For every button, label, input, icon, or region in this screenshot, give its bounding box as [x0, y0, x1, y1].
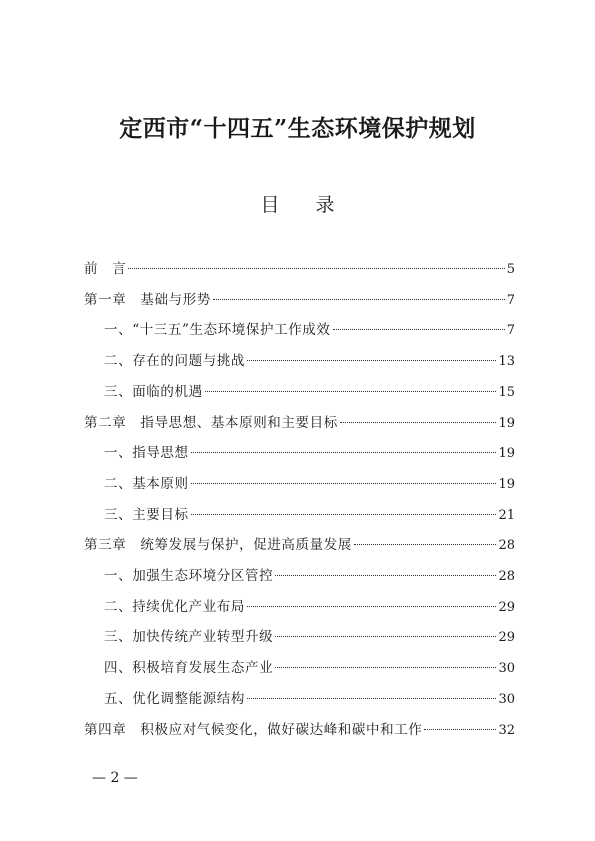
toc-entry[interactable] [84, 259, 515, 279]
toc-entry-page: 30 [498, 691, 515, 707]
toc-entry-page: 28 [498, 569, 515, 584]
toc-entry-page: 21 [498, 507, 515, 523]
toc-entry[interactable] [104, 443, 515, 463]
toc-entry[interactable] [104, 505, 515, 525]
toc-entry[interactable] [104, 351, 515, 371]
page-number: — 2 — [92, 770, 138, 786]
toc-entry-page: 28 [498, 538, 515, 554]
document-title: 定西市“十四五”生态环境保护规划 [119, 115, 476, 142]
toc-entry-label: 一、“十三五”生态环境保护工作成效 [104, 322, 331, 339]
toc-entry-label: 二、持续优化产业布局 [104, 598, 245, 615]
toc-leader-dots [333, 329, 505, 330]
toc-entry-label: 四、积极培育发展生态产业 [104, 660, 274, 677]
toc-entry-label: 一、加强生态环境分区管控 [104, 568, 274, 584]
toc-leader-dots [275, 667, 496, 668]
toc-entry[interactable] [84, 535, 515, 555]
toc-leader-dots [424, 729, 496, 730]
toc-heading-left: 目 [260, 194, 280, 216]
toc-leader-dots [247, 698, 496, 699]
toc-entry-label: 一、指导思想 [104, 445, 189, 462]
toc-leader-dots [213, 299, 505, 300]
toc-entry-page: 29 [498, 599, 515, 615]
toc-leader-dots [191, 514, 497, 515]
toc-entry-label: 第二章 指导思想、基本原则和主要目标 [84, 414, 338, 431]
toc-entry-label: 三、加快传统产业转型升级 [104, 629, 274, 646]
toc-entry-page: 15 [498, 384, 515, 400]
toc-entry-page: 19 [498, 415, 515, 431]
toc-entry-label: 三、主要目标 [104, 506, 189, 523]
toc-entry[interactable] [104, 597, 515, 617]
toc-entry-page: 32 [498, 722, 515, 738]
toc-entry[interactable] [84, 290, 515, 310]
toc-entry-label: 前 言 [84, 261, 127, 277]
toc-entry[interactable] [104, 658, 515, 678]
toc-entry[interactable] [104, 566, 515, 586]
toc-leader-dots [354, 544, 497, 545]
toc-entry[interactable] [104, 320, 515, 340]
toc-entry-label: 第一章 基础与形势 [84, 291, 211, 308]
toc-entry[interactable] [84, 413, 515, 433]
toc-entry-label: 五、优化调整能源结构 [104, 690, 245, 707]
toc-leader-dots [128, 268, 504, 269]
toc-leader-dots [247, 606, 496, 607]
toc-entry-page: 29 [498, 630, 515, 646]
toc-entry-label: 三、面临的机遇 [104, 383, 203, 400]
toc-entry[interactable] [104, 627, 515, 647]
toc-entry-label: 第三章 统筹发展与保护，促进高质量发展 [84, 537, 352, 554]
toc-entry-label: 二、基本原则 [104, 475, 189, 492]
toc-entry-page: 7 [506, 323, 515, 339]
toc-leader-dots [205, 391, 497, 392]
toc-leader-dots [275, 636, 496, 637]
toc-entry-page: 13 [498, 354, 515, 370]
toc-leader-dots [191, 483, 497, 484]
toc-entry-page: 19 [498, 446, 515, 462]
toc-entry-page: 7 [506, 292, 515, 308]
toc-entry[interactable] [84, 720, 515, 740]
toc-leader-dots [340, 422, 497, 423]
toc-leader-dots [191, 452, 497, 453]
toc-entry-page: 5 [506, 262, 515, 277]
toc-entry-page: 19 [498, 476, 515, 492]
toc-entry-label: 二、存在的问题与挑战 [104, 353, 245, 370]
toc-leader-dots [247, 360, 496, 361]
toc-entry[interactable] [104, 382, 515, 402]
toc-leader-dots [275, 575, 496, 576]
toc-entry[interactable] [104, 474, 515, 494]
toc-entry[interactable] [104, 689, 515, 709]
toc-heading-right: 录 [315, 194, 335, 216]
toc-entry-label: 第四章 积极应对气候变化，做好碳达峰和碳中和工作 [84, 721, 423, 738]
toc-entry-page: 30 [498, 661, 515, 677]
